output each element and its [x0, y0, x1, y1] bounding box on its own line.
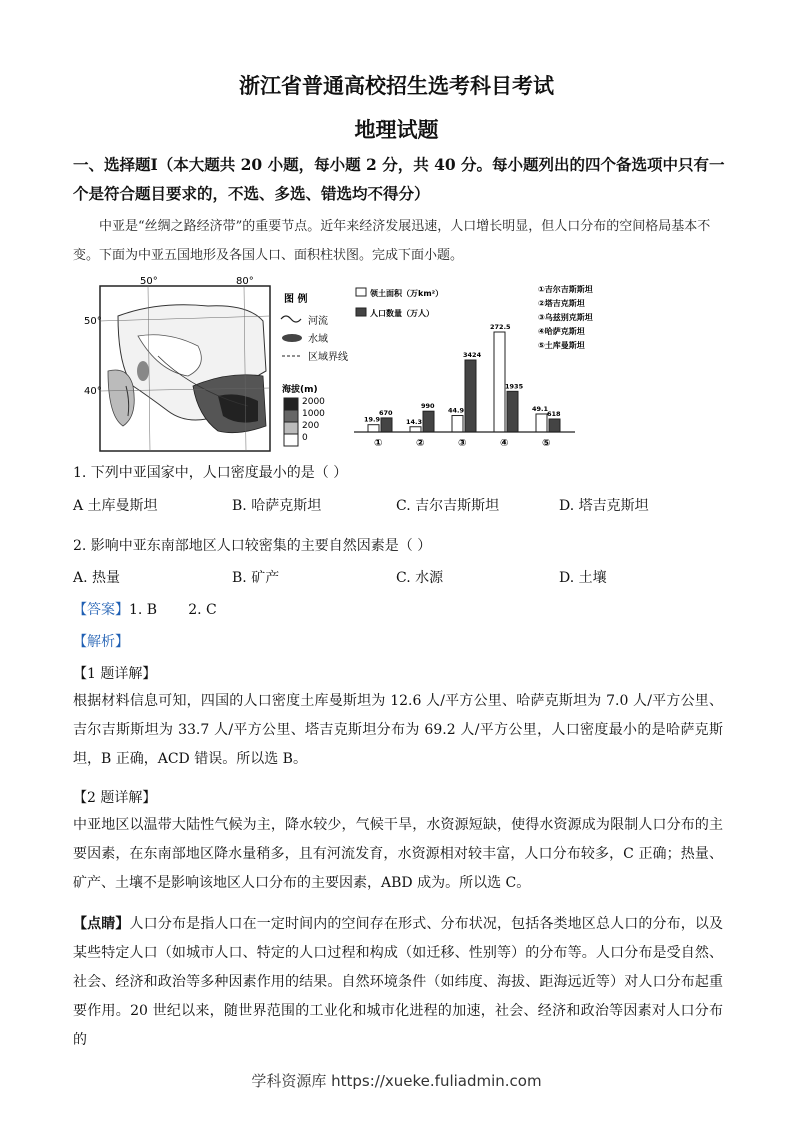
q1-option-d[interactable]: D. 塔吉克斯坦 — [559, 498, 649, 514]
legend-boundary: 区域界线 — [308, 352, 348, 363]
category-label-2: ② — [416, 438, 425, 449]
answer-label: 【答案】 — [73, 602, 129, 618]
section-heading: 一、选择题Ⅰ（本大题共 20 小题，每小题 2 分，共 40 分。每小题列出的四个备选项中只有一个是符合题目要求的，不选、多选、错选均不得分） — [73, 155, 725, 203]
question-intro: 中亚是“丝绸之路经济带”的重要节点。近年来经济发展迅速，人口增长明显，但人口分布的空间格局基本不变。下面为中亚五国地形及各国人口、面积柱状图。完成下面小题。 — [73, 219, 711, 263]
q2-option-d[interactable]: D. 土壤 — [559, 570, 607, 586]
detail-2-heading: 【2 题详解】 — [73, 790, 157, 806]
label-area-1: 19.9 — [364, 415, 381, 424]
bar-area-1 — [368, 425, 379, 432]
label-area-5: 49.1 — [532, 404, 549, 413]
q1-option-c[interactable]: C. 吉尔吉斯斯坦 — [396, 498, 500, 514]
tip-label: 【点睛】 — [73, 916, 130, 932]
population-area-chart — [350, 280, 610, 460]
country-key-3: ③乌兹别克斯坦 — [538, 313, 593, 322]
bar-area-5 — [536, 414, 547, 432]
q1-option-b[interactable]: B. 哈萨克斯坦 — [232, 498, 322, 514]
country-key-5: ⑤土库曼斯坦 — [538, 341, 585, 350]
label-area-2: 14.3 — [406, 417, 423, 426]
category-label-4: ④ — [500, 438, 509, 449]
legend-water: 水域 — [308, 334, 328, 345]
elev-200: 200 — [302, 421, 320, 431]
central-asia-map — [84, 276, 348, 456]
footer-watermark: 学科资源库 https://xueke.fuliadmin.com — [251, 1072, 542, 1090]
bar-area-2 — [410, 427, 421, 432]
elev-2000: 2000 — [302, 397, 325, 407]
q2-option-b[interactable]: B. 矿产 — [232, 570, 280, 586]
question-2-stem: 2. 影响中亚东南部地区人口较密集的主要自然因素是（ ） — [73, 538, 432, 554]
detail-1-heading: 【1 题详解】 — [73, 666, 157, 682]
legend-pop-label: 人口数量（万人） — [370, 309, 434, 318]
legend-area-swatch — [356, 288, 366, 296]
legend-pop-swatch — [356, 308, 366, 316]
answer-line — [73, 599, 217, 619]
label-pop-4: 1935 — [505, 382, 524, 391]
label-pop-3: 3424 — [463, 351, 482, 359]
lon-label-50: 50° — [140, 276, 158, 287]
q2-option-c[interactable]: C. 水源 — [396, 570, 444, 586]
label-pop-2: 990 — [421, 402, 435, 411]
answer-text: 1. B 2. C — [129, 602, 217, 618]
bar-pop-2 — [423, 411, 434, 432]
detail-2-text: 中亚地区以温带大陆性气候为主，降水较少，气候干旱，水资源短缺，使得水资源成为限制人口分布的主要因素，在东南部地区降水量稍多，且有河流发育，水资源相对较丰富，人口分布较多，C 正确；热量、矿产、土壤不是影响该地区人口分布的主要因素，ABD 成为。所以选 C。 — [73, 817, 723, 891]
q2-option-a[interactable]: A. 热量 — [73, 570, 121, 586]
category-label-3: ③ — [458, 438, 467, 449]
label-area-3: 44.9 — [448, 406, 465, 415]
q1-option-a[interactable]: A 土库曼斯坦 — [73, 498, 158, 514]
lon-label-80: 80° — [236, 276, 254, 287]
country-key-1: ①吉尔吉斯斯坦 — [538, 285, 593, 294]
exam-title: 浙江省普通高校招生选考科目考试 — [239, 73, 554, 98]
bar-pop-5 — [549, 419, 560, 432]
bar-area-4 — [494, 332, 505, 432]
lat-label-40: 40° — [84, 386, 102, 397]
label-area-4: 272.5 — [490, 323, 511, 331]
category-label-1: ① — [374, 438, 383, 449]
tip-text: 人口分布是指人口在一定时间内的空间存在形式、分布状况，包括各类地区总人口的分布，以及某些特定人口（如城市人口、特定的人口过程和构成（如迁移、性别等）的分布等。人口分布是受自然、社会、经济和政治等多种因素作用的结果。自然环境条件（如纬度、海拔、距海远近等）对人口分布起重要作用。20 世纪以来，随世界范围的工业化和城市化进程的加速，社会、经济和政治等因素对人口分布的 — [73, 916, 724, 1048]
label-pop-1: 670 — [379, 408, 393, 417]
bar-pop-3 — [465, 360, 476, 432]
detail-1-text: 根据材料信息可知，四国的人口密度土库曼斯坦为 12.6 人/平方公里、哈萨克斯坦为 7.0 人/平方公里、吉尔吉斯斯坦为 33.7 人/平方公里、塔吉克斯坦分布为 69.2 人/平方公里，人口密度最小的是哈萨克斯坦，B 正确，ACD 错误。所以选 B。 — [73, 693, 723, 767]
bar-pop-1 — [381, 418, 392, 432]
legend-title: 图 例 — [284, 294, 308, 305]
tip-paragraph — [73, 910, 723, 1055]
label-pop-5: 618 — [547, 410, 561, 419]
elev-1000: 1000 — [302, 409, 325, 419]
lat-label-50: 50° — [84, 316, 102, 327]
river-symbol — [281, 316, 301, 322]
elevation-title: 海拔(m) — [282, 385, 318, 395]
country-key-2: ②塔吉克斯坦 — [538, 299, 585, 308]
analysis-label: 【解析】 — [73, 634, 129, 650]
question-1-stem: 1. 下列中亚国家中，人口密度最小的是（ ） — [73, 465, 348, 481]
bar-area-3 — [452, 416, 463, 432]
legend-river: 河流 — [308, 316, 328, 327]
country-key-4: ④哈萨克斯坦 — [538, 327, 585, 336]
category-label-5: ⑤ — [542, 438, 551, 449]
elev-0: 0 — [302, 433, 308, 443]
exam-subtitle: 地理试题 — [354, 117, 439, 142]
bar-pop-4 — [507, 391, 518, 432]
legend-area-label: 领土面积（万km²） — [370, 289, 444, 298]
water-symbol — [282, 334, 302, 342]
